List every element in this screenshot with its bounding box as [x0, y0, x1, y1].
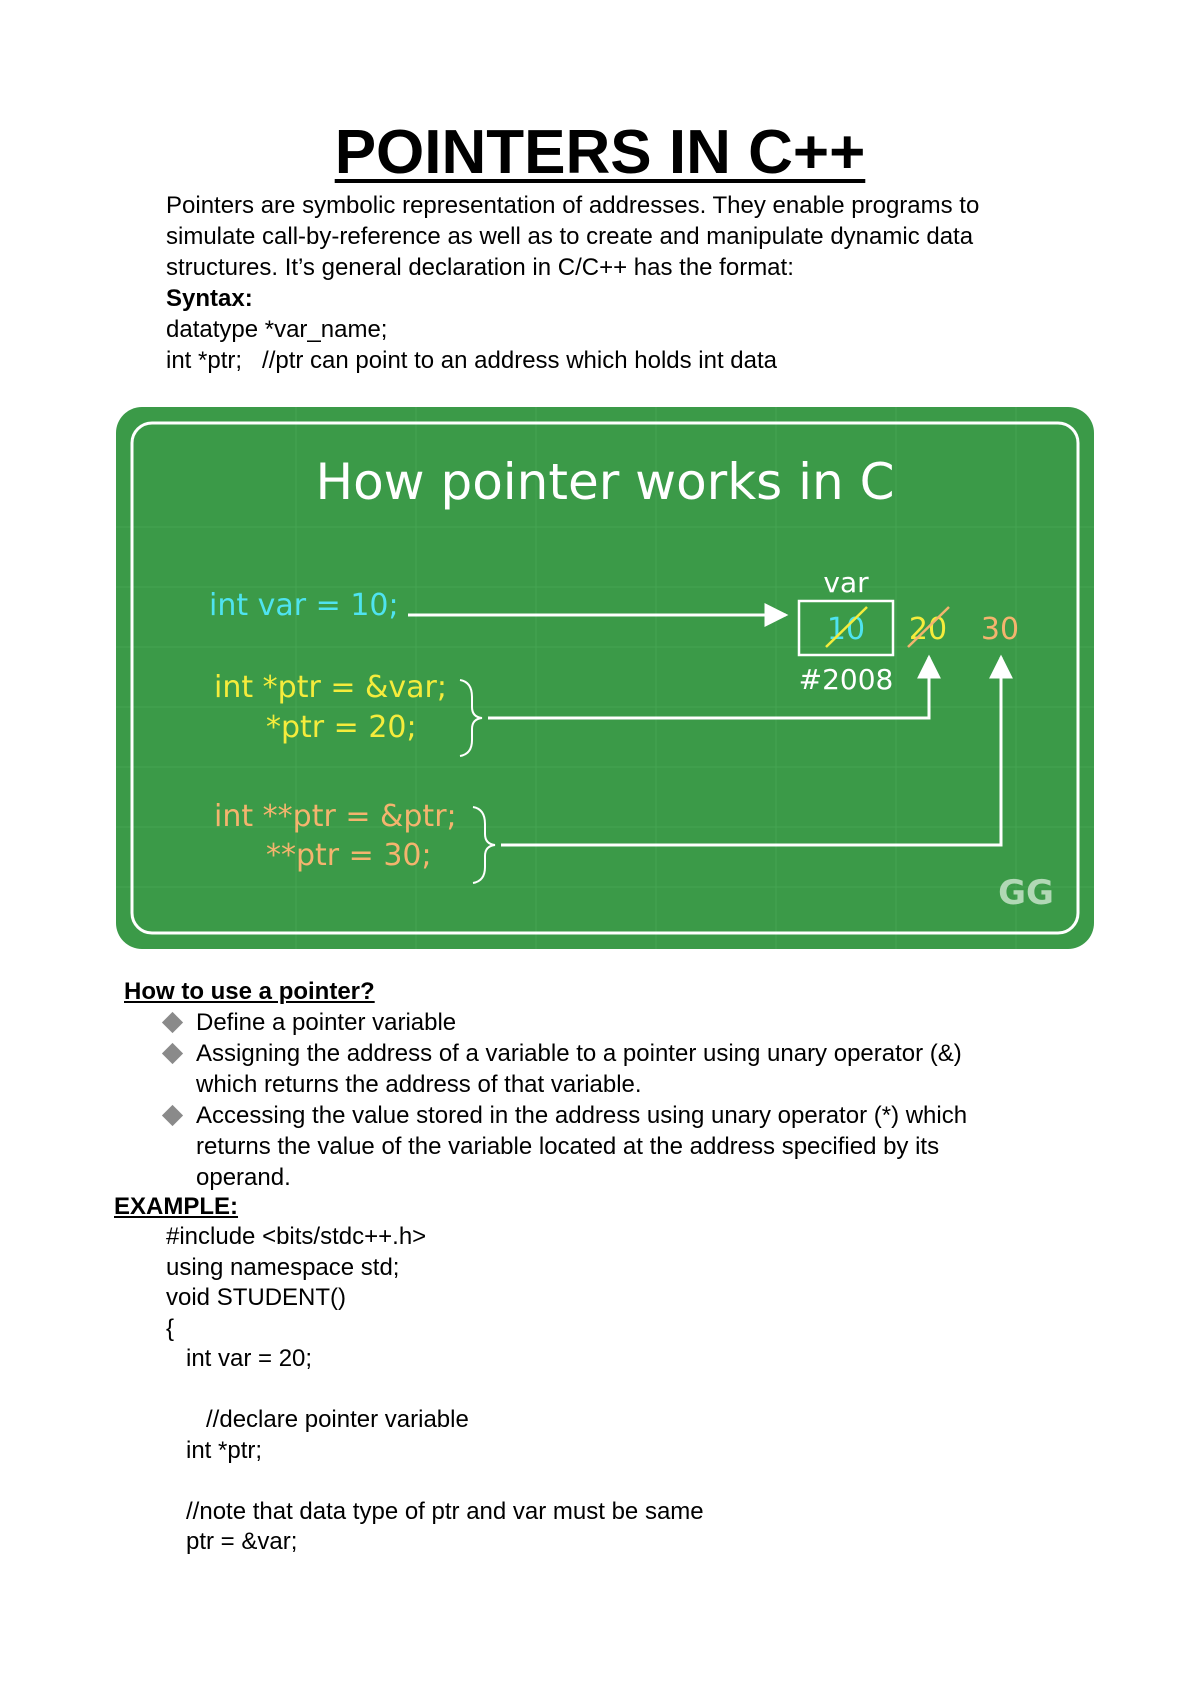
gg-logo: GG: [998, 873, 1054, 913]
pointer-diagram: [116, 407, 1094, 949]
code-line: using namespace std;: [166, 1253, 400, 1281]
code-line: //note that data type of ptr and var must be same: [166, 1497, 704, 1525]
diamond-bullet-icon: [162, 1043, 183, 1064]
code-line: //declare pointer variable: [166, 1406, 469, 1433]
pptr-line-1: int **ptr = &ptr;: [214, 799, 457, 834]
value-30: 30: [980, 612, 1020, 647]
code-line: int var = 20;: [166, 1345, 313, 1372]
list-item: Accessing the value stored in the address using unary operator (*) which returns the value of the variable located at the address specified by its operand.: [160, 1100, 1080, 1193]
ptr-line-1: int *ptr = &var;: [214, 670, 447, 705]
decl-var: int var = 10;: [209, 588, 399, 623]
pptr-line-2: **ptr = 30;: [266, 838, 432, 873]
diagram-title: How pointer works in C: [315, 453, 895, 511]
example-code: [166, 1222, 704, 1558]
syntax-label: Syntax:: [166, 285, 253, 312]
code-line: #include <bits/stdc++.h>: [166, 1223, 427, 1250]
page-title: POINTERS IN C++: [334, 118, 866, 187]
var-label: var: [823, 566, 869, 599]
old-value: 10: [826, 612, 866, 647]
intro-line: Pointers are symbolic representation of addresses. They enable programs to: [166, 192, 980, 219]
howto-heading: How to use a pointer?: [124, 978, 375, 1005]
value-20: 20: [908, 612, 948, 647]
list-item: Assigning the address of a variable to a pointer using unary operator (&) which returns the address of that variable.: [160, 1038, 1080, 1100]
ptr-line-2: *ptr = 20;: [266, 710, 417, 745]
list-item: Define a pointer variable: [160, 1007, 1080, 1038]
example-heading: EXAMPLE:: [114, 1193, 239, 1220]
intro-line: structures. It’s general declaration in C/C++ has the format:: [166, 254, 794, 281]
address: #2008: [798, 663, 894, 696]
syntax-line: datatype *var_name;: [166, 316, 388, 343]
intro-section: [166, 190, 1086, 376]
diamond-bullet-icon: [162, 1105, 183, 1126]
diamond-bullet-icon: [162, 1012, 183, 1033]
code-line: {: [166, 1314, 175, 1342]
code-line: ptr = &var;: [166, 1528, 298, 1555]
example-declaration: int *ptr; //ptr can point to an address which holds int data: [166, 347, 778, 374]
howto-list: [160, 1007, 1080, 1193]
code-line: void STUDENT(): [166, 1284, 347, 1311]
intro-line: simulate call-by-reference as well as to create and manipulate dynamic data: [166, 223, 974, 250]
code-line: [166, 1375, 704, 1406]
code-line: [166, 1466, 704, 1497]
code-line: int *ptr;: [166, 1436, 263, 1464]
